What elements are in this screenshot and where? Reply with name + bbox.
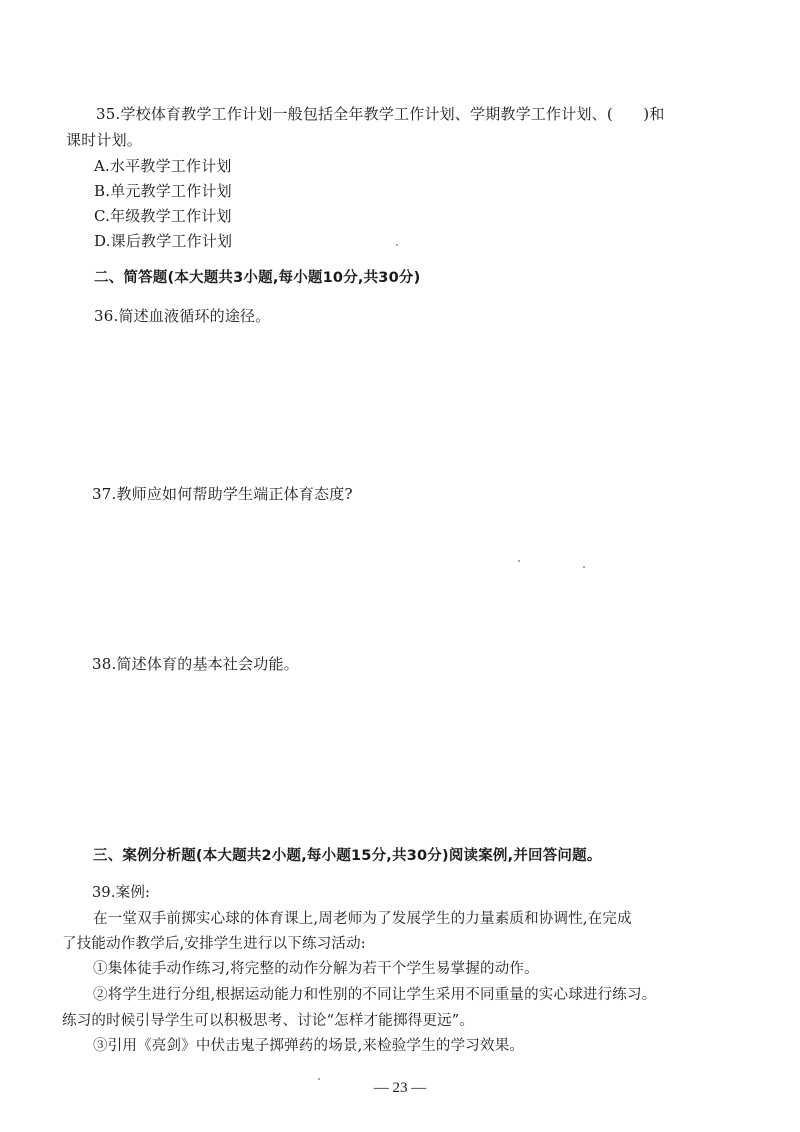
q39-label: 39.案例: bbox=[92, 885, 151, 901]
q38-text: 38.简述体育的基本社会功能。 bbox=[92, 655, 299, 673]
q39-case-line: 练习的时候引导学生可以积极思考、讨论“怎样才能掷得更远”。 bbox=[62, 1013, 475, 1029]
page-number: — 23 — bbox=[373, 1080, 427, 1096]
q35-option-c: C.年级教学工作计划 bbox=[94, 207, 232, 225]
q36-text: 36.简述血液循环的途径。 bbox=[94, 307, 271, 325]
scan-speck bbox=[583, 566, 585, 568]
scan-speck bbox=[518, 560, 520, 562]
q35-stem-line1: 35.学校体育教学工作计划一般包括全年教学工作计划、学期教学工作计划、( )和 bbox=[96, 105, 665, 123]
q39-case-line: 在一堂双手前掷实心球的体育课上,周老师为了发展学生的力量素质和协调性,在完成 bbox=[93, 911, 632, 927]
q37-text: 37.教师应如何帮助学生端正体育态度? bbox=[92, 485, 353, 503]
section3-heading: 三、案例分析题(本大题共2小题,每小题15分,共30分)阅读案例,并回答问题。 bbox=[93, 848, 602, 864]
q39-case-line: ①集体徒手动作练习,将完整的动作分解为若干个学生易掌握的动作。 bbox=[93, 961, 539, 977]
q35-option-d: D.课后教学工作计划 bbox=[94, 232, 233, 250]
scan-speck bbox=[318, 1078, 320, 1080]
section2-heading: 二、简答题(本大题共3小题,每小题10分,共30分) bbox=[94, 270, 421, 286]
q39-case-line: 了技能动作教学后,安排学生进行以下练习活动: bbox=[62, 936, 366, 952]
q35-stem-line2: 课时计划。 bbox=[66, 131, 143, 149]
q35-option-b: B.单元教学工作计划 bbox=[94, 182, 232, 200]
q39-case-line: ③引用《亮剑》中伏击鬼子掷弹药的场景,来检验学生的学习效果。 bbox=[93, 1038, 525, 1054]
scan-speck bbox=[396, 244, 398, 246]
q39-case-line: ②将学生进行分组,根据运动能力和性别的不同让学生采用不同重量的实心球进行练习。 bbox=[93, 987, 657, 1003]
q35-option-a: A.水平教学工作计划 bbox=[94, 157, 232, 175]
